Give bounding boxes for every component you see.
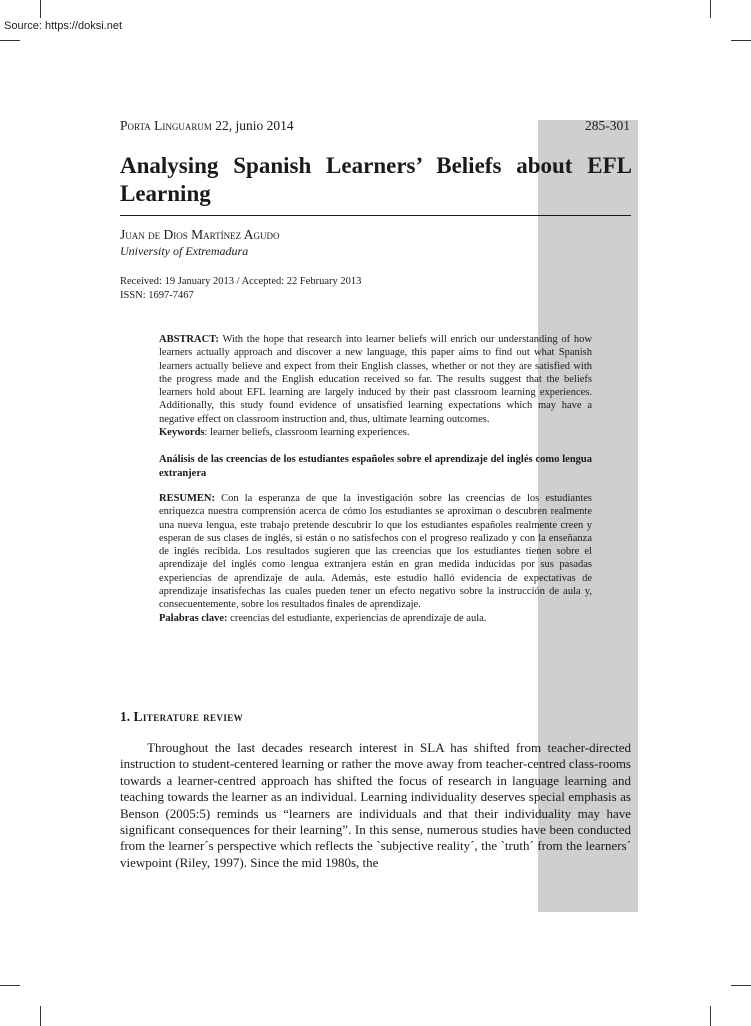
abstract-text: With the hope that research into learner beliefs will enrich our understanding of how learners actually approach and discover a new language, this paper aims to find out what Spanish learners actually believe and expect from their English classes, whether or not they are satisfied with the progress made and the English education received so far. The results suggest that the beliefs learners hold about EFL learning are largely induced by their past classroom learning experiences. Additionally, this study found evidence of unsatisfied learning expectations which may have a negative effect on classroom instruction and, thus, ultimate learning outcomes. — [159, 334, 592, 425]
paper-title: Analysing Spanish Learners’ Beliefs about EFL Learning — [120, 153, 632, 206]
received-accepted: Received: 19 January 2013 / Accepted: 22 February 2013 — [120, 276, 362, 287]
title-rule — [120, 215, 631, 216]
author-name: Juan de Dios Martínez Agudo — [120, 227, 280, 242]
resumen-text: Con la esperanza de que la investigación sobre las creencias de los estudiantes enriquezca nuestra comprensión acerca de cómo los estudiantes se aproximan o descubren realmente una nueva lengua, este trabajo pretende descubrir lo que los estudiantes españoles realmente creen y esperan de sus clases de inglés, si están o no satisfechos con el progreso realizado y con la enseñanza de inglés recibida. Los resultados sugieren que las creencias que los estudiantes tienen sobre el aprendizaje del inglés como lengua extranjera están en gran medida inducidas por sus pasadas experiencias de aprendizaje de aula. Además, este estudio halló evidencia de expectativas de aprendizaje insatisfechas las cuales pueden tener un efecto negativo sobre la instrucción de aula y, consecuentemente, sobre los resultados finales de aprendizaje. — [159, 492, 592, 611]
journal-name: Porta Linguarum — [120, 118, 212, 133]
abstract-paragraph — [159, 333, 592, 426]
submission-info — [120, 275, 361, 303]
page-range: 285-301 — [585, 118, 630, 133]
section-heading — [120, 709, 243, 725]
keywords-line — [159, 426, 592, 439]
abstract-label: ABSTRACT: — [159, 334, 219, 345]
section-number: 1. — [120, 709, 131, 724]
running-head — [120, 118, 630, 134]
keywords-label: Keywords — [159, 427, 205, 439]
resumen-label: RESUMEN: — [159, 492, 216, 504]
author-affiliation: University of Extremadura — [120, 244, 249, 258]
palabras-clave-text: creencias del estudiante, experiencias de aprendizaje de aula. — [227, 612, 487, 624]
spanish-title: Análisis de las creencias de los estudiantes españoles sobre el aprendizaje del inglés como lengua extranjera — [159, 454, 592, 479]
issn: ISSN: 1697-7467 — [120, 290, 194, 301]
source-note[interactable]: Source: https://doksi.net — [4, 20, 123, 32]
palabras-clave-label: Palabras clave: — [159, 612, 228, 624]
body-paragraph: Throughout the last decades research interest in SLA has shifted from teacher-directed instruction to student-centered learning or rather the move away from teacher-centred class-rooms towards a learner-centred approach has shifted the focus of research in language learning and teaching towards the learner as an individual. Learning individuality deserves special emphasis as Benson (2005:5) reminds us “learners are individuals and that their individuality may have significant consequences for their learning”. In this sense, numerous studies have been conducted from the learner´s perspective which reflects the `subjective reality´, the `truth´ from the learners´ viewpoint (Riley, 1997). Since the mid 1980s, the — [120, 740, 631, 870]
running-head-left — [120, 118, 294, 134]
journal-issue: 22, junio 2014 — [215, 118, 294, 133]
section-title: Literature review — [133, 709, 244, 724]
abstract-block — [159, 333, 592, 625]
resumen-paragraph — [159, 492, 592, 612]
keywords-text: : learner beliefs, classroom learning experiences. — [204, 427, 410, 439]
palabras-clave-line — [159, 612, 592, 625]
